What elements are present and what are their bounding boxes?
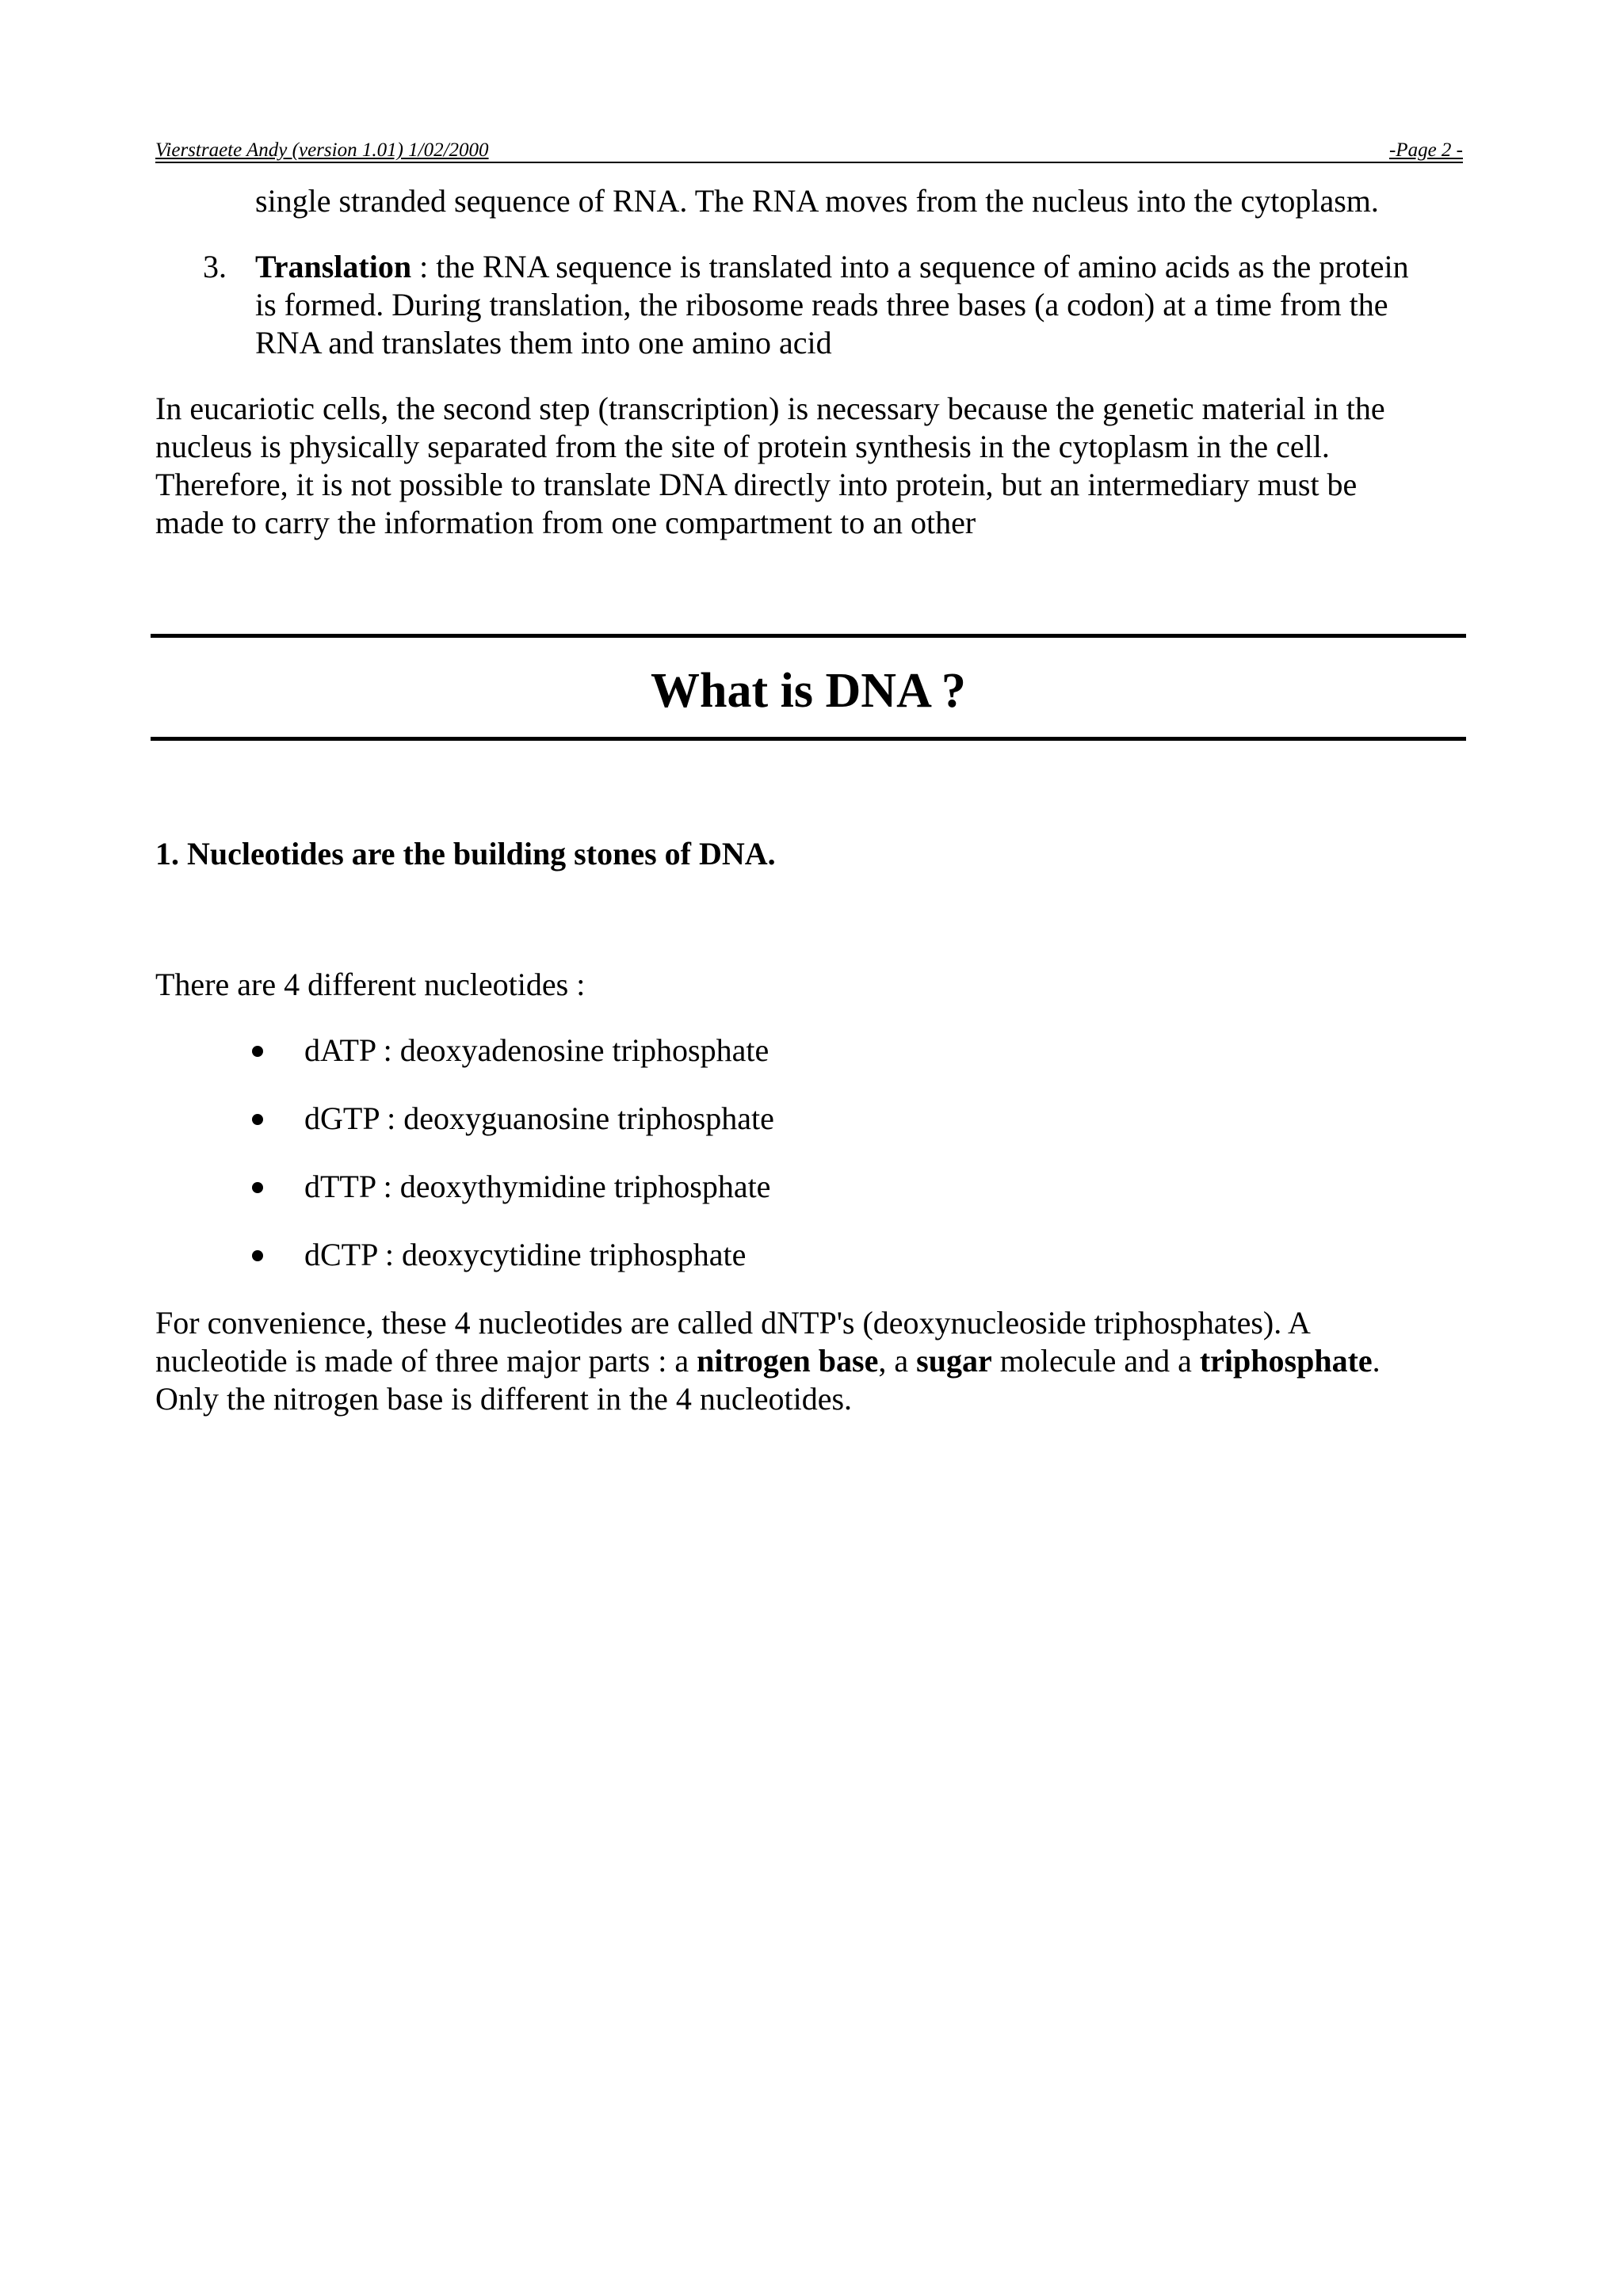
text-run: nucleotide is made of three major parts : a bbox=[155, 1343, 697, 1379]
list-item bbox=[252, 1032, 774, 1100]
header-author-version: Vierstraete Andy (version 1.01) 1/02/2000 bbox=[155, 139, 489, 161]
text-run: molecule and a bbox=[991, 1343, 1200, 1379]
nucleotide-datp: dATP : deoxyadenosine triphosphate bbox=[304, 1032, 769, 1068]
paragraph-line: Only the nitrogen base is different in the 4 nucleotides. bbox=[155, 1381, 853, 1417]
continuation-line: single stranded sequence of RNA. The RNA moves from the nucleus into the cytoplasm. bbox=[255, 183, 1379, 219]
term-triphosphate: triphosphate bbox=[1199, 1343, 1373, 1379]
bullet-icon bbox=[252, 1114, 263, 1125]
nucleotides-intro: There are 4 different nucleotides : bbox=[155, 967, 586, 1002]
paragraph-line: For convenience, these 4 nucleotides are called dNTP's (deoxynucleoside triphosphates). A bbox=[155, 1305, 1311, 1341]
text-run: . bbox=[1372, 1343, 1381, 1379]
paragraph-line: made to carry the information from one compartment to an other bbox=[155, 505, 976, 540]
translation-line1: : the RNA sequence is translated into a sequence of amino acids as the protein bbox=[411, 249, 1409, 284]
header-page-number: -Page 2 - bbox=[1388, 139, 1463, 161]
list-item bbox=[252, 1236, 774, 1304]
nucleotide-dctp: dCTP : deoxycytidine triphosphate bbox=[304, 1237, 747, 1272]
list-item-translation bbox=[255, 248, 1476, 362]
bullet-icon bbox=[252, 1182, 263, 1193]
paragraph-dntp bbox=[155, 1304, 1471, 1418]
bullet-icon bbox=[252, 1046, 263, 1057]
term-sugar: sugar bbox=[916, 1343, 992, 1379]
list-item bbox=[252, 1168, 774, 1236]
nucleotide-dgtp: dGTP : deoxyguanosine triphosphate bbox=[304, 1100, 774, 1136]
section-rule-top bbox=[151, 634, 1466, 638]
paragraph-eucariotic bbox=[155, 390, 1471, 542]
term-translation: Translation bbox=[255, 249, 412, 284]
list-item bbox=[252, 1100, 774, 1168]
nucleotide-list bbox=[252, 1032, 774, 1304]
running-header bbox=[155, 139, 1463, 163]
translation-line2: is formed. During translation, the ribosome reads three bases (a codon) at a time from the bbox=[255, 287, 1388, 322]
paragraph-line: nucleus is physically separated from the site of protein synthesis in the cytoplasm in the cell. bbox=[155, 429, 1330, 464]
paragraph-line bbox=[155, 1342, 1471, 1380]
section-rule-bottom bbox=[151, 737, 1466, 741]
nucleotide-dttp: dTTP : deoxythymidine triphosphate bbox=[304, 1169, 771, 1204]
list-number-3: 3. bbox=[203, 249, 227, 284]
paragraph-line: In eucariotic cells, the second step (transcription) is necessary because the genetic material in the bbox=[155, 391, 1385, 426]
translation-line3: RNA and translates them into one amino acid bbox=[255, 325, 832, 360]
section-title: What is DNA ? bbox=[651, 664, 966, 718]
subsection-heading: 1. Nucleotides are the building stones of DNA. bbox=[155, 836, 776, 871]
term-nitrogen-base: nitrogen base bbox=[697, 1343, 879, 1379]
text-run: , a bbox=[878, 1343, 917, 1379]
bullet-icon bbox=[252, 1250, 263, 1261]
paragraph-line: Therefore, it is not possible to translate DNA directly into protein, but an intermediary must be bbox=[155, 467, 1358, 502]
